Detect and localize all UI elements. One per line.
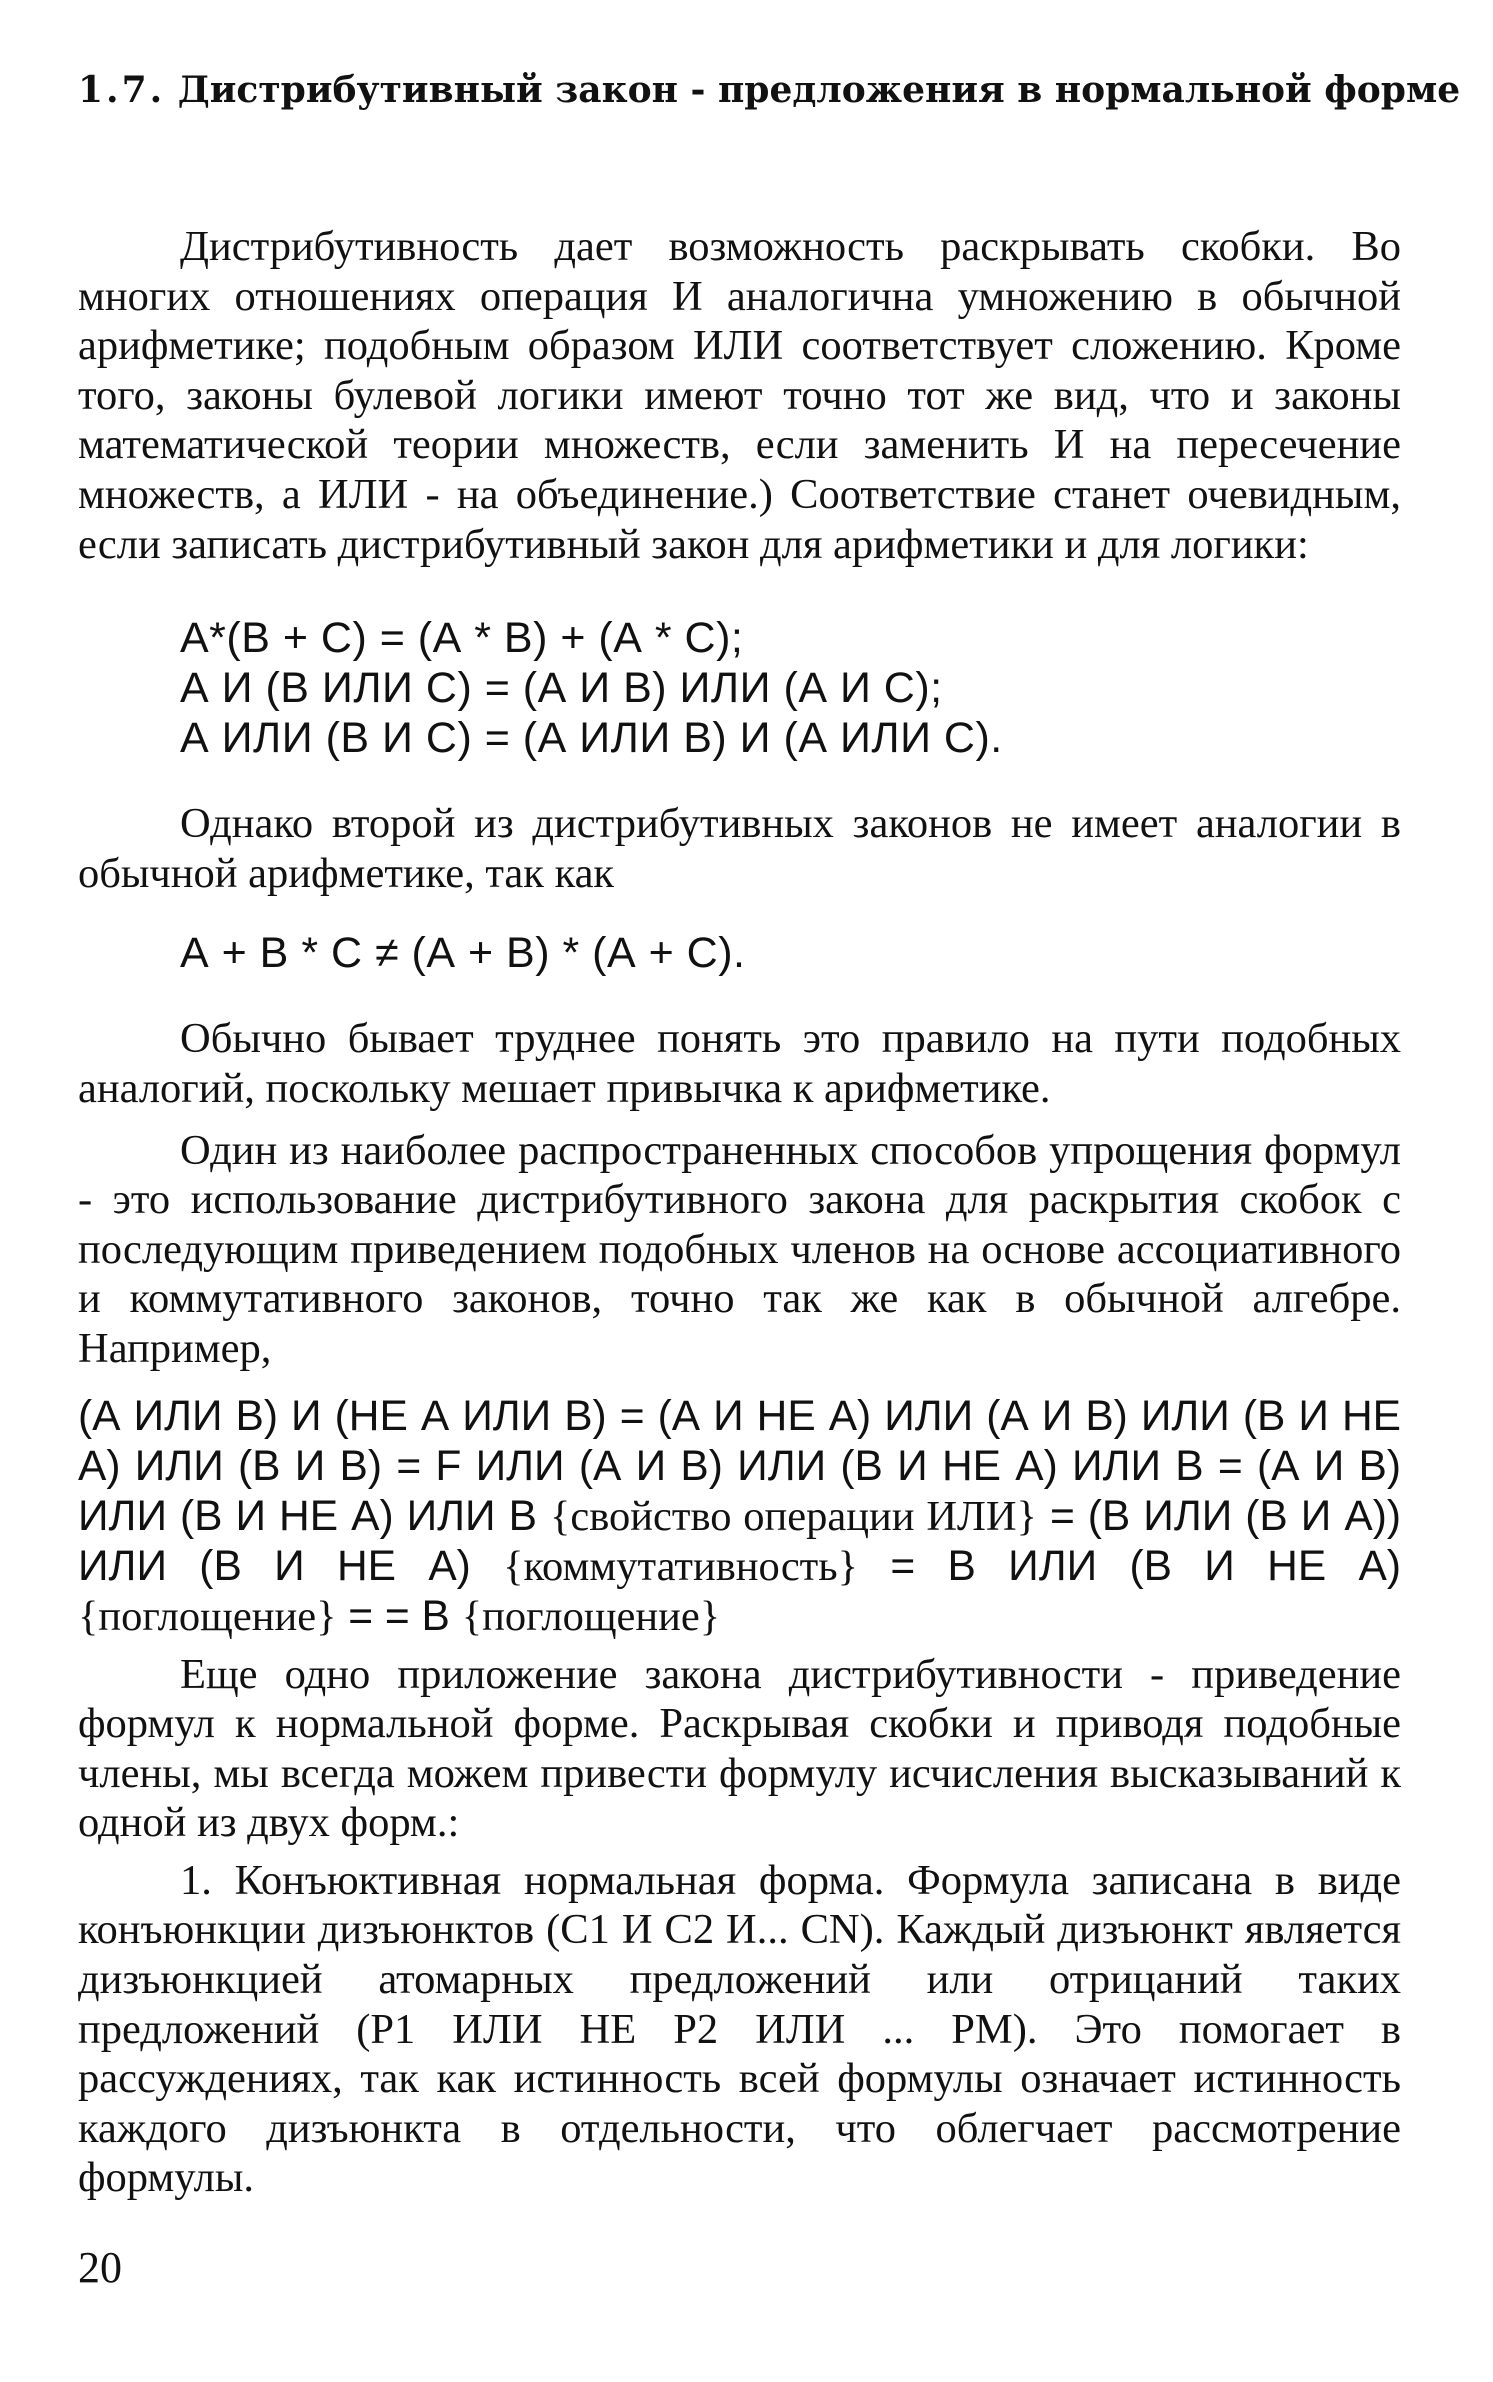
formula-inequality: А + В * С ≠ (А + В) * (А + С). bbox=[180, 929, 746, 978]
example-step-2: = (В ИЛИ (В И А)) ИЛИ (В И НЕ А) bbox=[78, 1492, 1401, 1590]
paragraph-conjunctive-form: 1. Конъюктивная нормальная форма. Формула записана в виде конъюнкции дизъюнктов (С1 И С2 И... СN). Каждый дизъюнкт является дизъюнкцией атомарных предложений или отрицаний таких предложений (Р1 ИЛИ НЕ Р2 ИЛИ ... РМ). Это помогает в рассуждениях, так как истинность всей формулы означает истинность каждого дизъюнкта в отдельности, что облегчает рассмотрение формулы. bbox=[78, 1856, 1401, 2202]
paragraph-analogies: Обычно бывает труднее понять это правило на пути подобных аналогий, поскольку мешает привычка к арифметике. bbox=[78, 1015, 1401, 1112]
example-comment-1: {свойство операции ИЛИ} bbox=[549, 1492, 1037, 1540]
example-derivation bbox=[78, 1392, 1401, 1642]
example-comment-3: {поглощение} bbox=[78, 1592, 337, 1640]
section-title: Дистрибутивный закон - предложения в нормальной форме bbox=[177, 69, 1461, 111]
section-number: 1.7. bbox=[78, 69, 166, 111]
formula-logic-and: А И (В ИЛИ С) = (А И В) ИЛИ (А И С); bbox=[180, 664, 943, 713]
paragraph-normal-form: Еще одно приложение закона дистрибутивности - приведение формул к нормальной форме. Раскрывая скобки и приводя подобные члены, мы всегда можем привести формулу исчисления высказываний к одной из двух форм.: bbox=[78, 1650, 1401, 1847]
page-number: 20 bbox=[78, 2243, 122, 2293]
example-comment-4: {поглощение} bbox=[461, 1592, 721, 1640]
example-comment-2: {коммутативность} bbox=[503, 1542, 859, 1590]
paragraph-second-law: Однако второй из дистрибутивных законов не имеет аналогии в обычной арифметике, так как bbox=[78, 800, 1401, 897]
formula-logic-or: А ИЛИ (В И С) = (А ИЛИ В) И (А ИЛИ С). bbox=[180, 714, 1003, 763]
paragraph-simplification: Один из наиболее распространенных способов упрощения формул - это использование дистрибутивного закона для раскрытия скобок с последующим приведением подобных членов на основе ассоциативного и коммутативного законов, точно так же как в обычной алгебре. Например, bbox=[78, 1126, 1401, 1372]
formula-arithmetic: А*(В + С) = (А * В) + (А * С); bbox=[180, 614, 744, 663]
example-step-4: = = В bbox=[336, 1592, 462, 1640]
section-heading bbox=[78, 68, 1461, 112]
paragraph-distributivity-intro: Дистрибутивность дает возможность раскрывать скобки. Во многих отношениях операция И аналогична умножению в обычной арифметике; подобным образом ИЛИ соответствует сложению. Кроме того, законы булевой логики имеют точно тот же вид, что и законы математической теории множеств, если заменить И на пересечение множеств, а ИЛИ - на объединение.) Соответствие станет очевидным, если записать дистрибутивный закон для арифметики и для логики: bbox=[78, 223, 1401, 568]
example-step-1: (А ИЛИ В) И (НЕ А ИЛИ В) = (А И НЕ А) ИЛИ (А И В) ИЛИ (В И НЕ А) ИЛИ (В И В) = F ИЛИ (А И В) ИЛИ (В И НЕ А) ИЛИ В = (А И В) ИЛИ (В И НЕ А) ИЛИ В bbox=[78, 1392, 1401, 1540]
example-step-3: = В ИЛИ (В И НЕ А) bbox=[858, 1542, 1401, 1590]
